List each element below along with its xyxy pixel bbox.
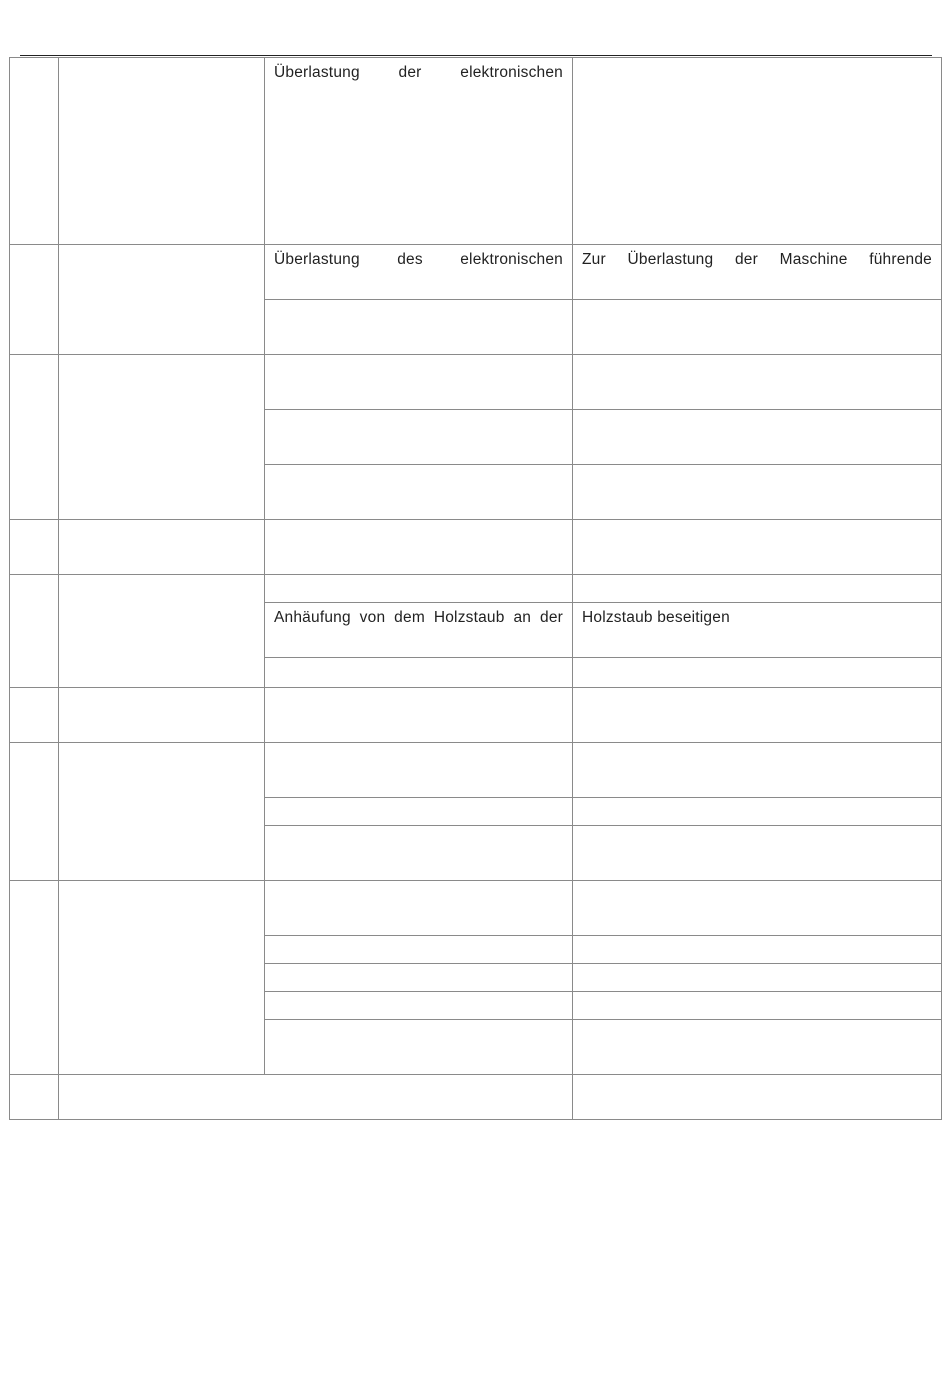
remedy-cell xyxy=(573,300,942,355)
remedy-cell xyxy=(573,1020,942,1075)
number-cell xyxy=(10,743,59,881)
remedy-cell xyxy=(573,520,942,575)
number-cell xyxy=(10,575,59,688)
remedy-cell xyxy=(573,658,942,688)
cause-cell xyxy=(265,603,573,658)
remedy-cell xyxy=(573,245,942,300)
cause-cell xyxy=(265,1020,573,1075)
cause-cell xyxy=(265,300,573,355)
troubleshooting-table xyxy=(9,57,942,1120)
remedy-cell xyxy=(573,826,942,881)
remedy-cell xyxy=(573,992,942,1020)
number-cell xyxy=(10,245,59,355)
remedy-cell xyxy=(573,355,942,410)
remedy-cell xyxy=(573,964,942,992)
cause-cell xyxy=(265,520,573,575)
cause-text: Überlastung des elektronischen xyxy=(274,251,563,268)
cause-cell xyxy=(265,355,573,410)
table-row xyxy=(10,688,942,743)
table-row xyxy=(10,245,942,300)
remedy-text: Holzstaub beseitigen xyxy=(582,609,730,626)
table-row xyxy=(10,58,942,245)
header-rule xyxy=(20,55,932,56)
remedy-cell xyxy=(573,603,942,658)
table-row xyxy=(10,743,942,798)
remedy-cell xyxy=(573,58,942,245)
cause-text: Anhäufung von dem Holzstaub an der xyxy=(274,609,563,626)
cause-cell xyxy=(265,992,573,1020)
cause-cell xyxy=(265,881,573,936)
remedy-cell xyxy=(573,575,942,603)
cause-cell xyxy=(265,688,573,743)
table-row xyxy=(10,355,942,410)
remedy-text: Zur Überlastung der Maschine führende xyxy=(582,251,932,268)
fault-cell xyxy=(59,881,265,1075)
table-row xyxy=(10,1075,942,1120)
fault-cell xyxy=(59,688,265,743)
cause-cell xyxy=(265,798,573,826)
fault-cell xyxy=(59,520,265,575)
number-cell xyxy=(10,355,59,520)
number-cell xyxy=(10,1075,59,1120)
remedy-cell xyxy=(573,465,942,520)
fault-cell xyxy=(59,575,265,688)
number-cell xyxy=(10,688,59,743)
cause-text: Überlastung der elektronischen xyxy=(274,64,563,81)
remedy-cell xyxy=(573,798,942,826)
fault-cell xyxy=(59,245,265,355)
cause-cell xyxy=(265,245,573,300)
number-cell xyxy=(10,520,59,575)
cause-cell xyxy=(265,410,573,465)
cause-cell xyxy=(265,826,573,881)
remedy-cell xyxy=(573,1075,942,1120)
table-row xyxy=(10,520,942,575)
remedy-cell xyxy=(573,936,942,964)
number-cell xyxy=(10,881,59,1075)
cause-cell xyxy=(265,743,573,798)
fault-cell xyxy=(59,743,265,881)
remedy-cell xyxy=(573,410,942,465)
cause-cell xyxy=(265,58,573,245)
cause-cell xyxy=(265,575,573,603)
cause-cell xyxy=(265,936,573,964)
fault-cell xyxy=(59,58,265,245)
cause-cell xyxy=(265,658,573,688)
table-row xyxy=(10,881,942,936)
fault-cell xyxy=(59,355,265,520)
number-cell xyxy=(10,58,59,245)
table-row xyxy=(10,575,942,603)
merged-cell xyxy=(59,1075,573,1120)
cause-cell xyxy=(265,964,573,992)
remedy-cell xyxy=(573,743,942,798)
remedy-cell xyxy=(573,688,942,743)
remedy-cell xyxy=(573,881,942,936)
cause-cell xyxy=(265,465,573,520)
